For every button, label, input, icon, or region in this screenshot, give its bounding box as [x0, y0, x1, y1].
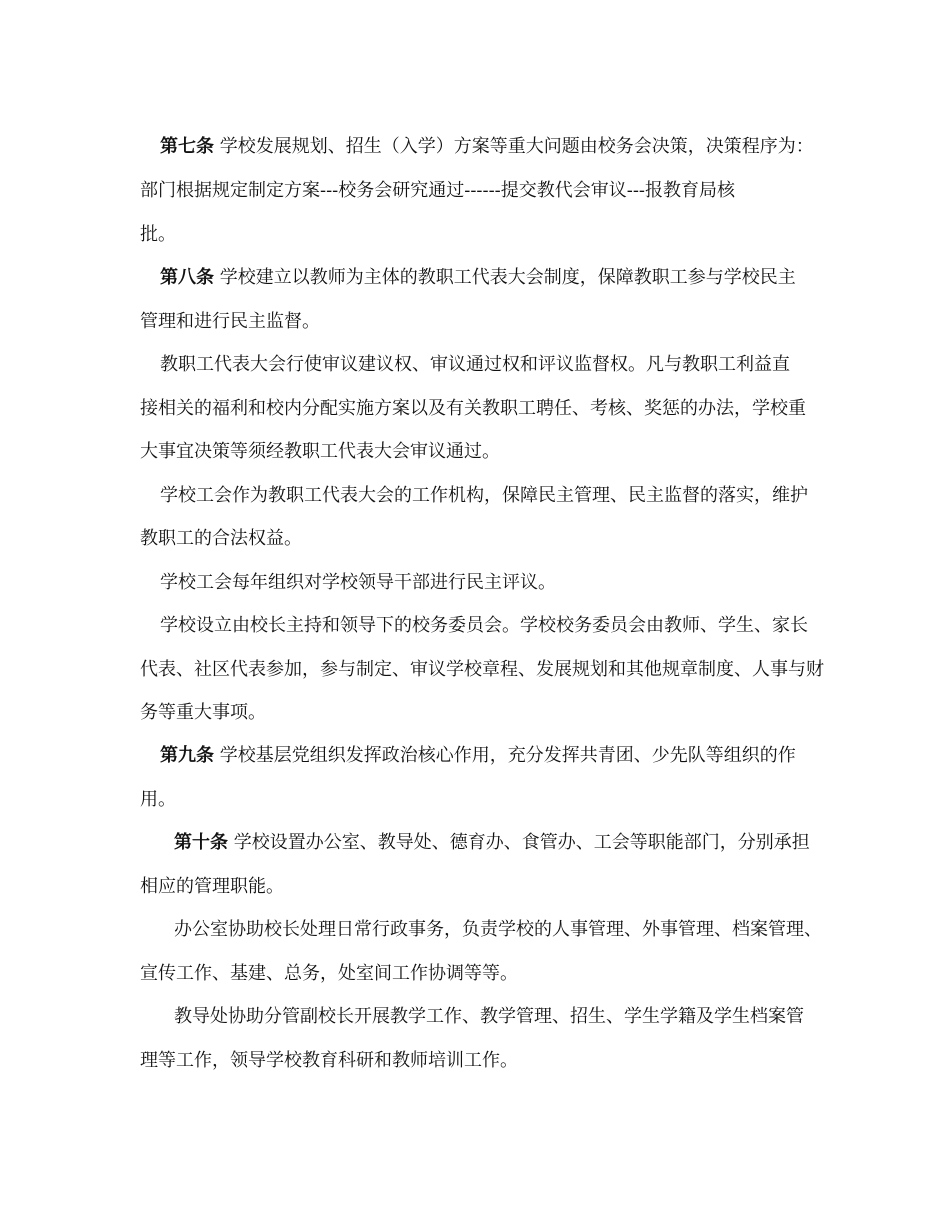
- line-text: 学校基层党组织发挥政治核心作用，充分发挥共青团、少先队等组织的作: [214, 745, 796, 766]
- line-text: 学校工会作为教职工代表大会的工作机构，保障民主管理、民主监督的落实，维护: [160, 485, 808, 506]
- line-text: 教职工的合法权益。: [140, 528, 302, 549]
- line-text: 教职工代表大会行使审议建议权、审议通过权和评议监督权。凡与教职工利益直: [160, 354, 790, 375]
- paragraph-line: [160, 484, 808, 508]
- paragraph-line: [140, 179, 735, 203]
- article-heading: 第十条: [174, 832, 228, 853]
- line-text: 学校设立由校长主持和领导下的校务委员会。学校校务委员会由教师、学生、家长: [160, 615, 808, 636]
- paragraph-line: [140, 310, 320, 334]
- paragraph-line: [140, 397, 806, 421]
- paragraph-line: [140, 788, 176, 812]
- paragraph-line: [160, 614, 808, 638]
- paragraph-line: [140, 962, 518, 986]
- line-text: 接相关的福利和校内分配实施方案以及有关教职工聘任、考核、奖惩的办法，学校重: [140, 398, 806, 419]
- paragraph-line: [140, 701, 266, 725]
- article-heading: 第八条: [160, 267, 214, 288]
- paragraph-line: [174, 918, 822, 942]
- article-heading: 第九条: [160, 745, 214, 766]
- line-text: 学校发展规划、招生（入学）方案等重大问题由校务会决策，决策程序为：: [214, 136, 814, 157]
- line-text: 相应的管理职能。: [140, 876, 284, 897]
- line-text: 管理和进行民主监督。: [140, 311, 320, 332]
- paragraph-line: [140, 440, 500, 464]
- article-heading: 第七条: [160, 136, 214, 157]
- paragraph-line: [160, 266, 796, 290]
- line-text: 理等工作，领导学校教育科研和教师培训工作。: [140, 1050, 518, 1071]
- line-text: 大事宜决策等须经教职工代表大会审议通过。: [140, 441, 500, 462]
- line-text: 代表、社区代表参加，参与制定、审议学校章程、发展规划和其他规章制度、人事与财: [140, 659, 824, 680]
- line-text: 办公室协助校长处理日常行政事务，负责学校的人事管理、外事管理、档案管理、: [174, 919, 822, 940]
- line-text: 学校工会每年组织对学校领导干部进行民主评议。: [160, 572, 556, 593]
- paragraph-line: [140, 1049, 518, 1073]
- line-text: 批。: [140, 224, 176, 245]
- paragraph-line: [160, 353, 790, 377]
- line-text: 部门根据规定制定方案---校务会研究通过------提交教代会审议---报教育局核: [140, 180, 735, 201]
- line-text: 学校设置办公室、教导处、德育办、食管办、工会等职能部门，分别承担: [228, 832, 810, 853]
- paragraph-line: [160, 571, 556, 595]
- line-text: 务等重大事项。: [140, 702, 266, 723]
- paragraph-line: [160, 135, 814, 159]
- line-text: 宣传工作、基建、总务，处室间工作协调等等。: [140, 963, 518, 984]
- paragraph-line: [174, 1005, 804, 1029]
- paragraph-line: [174, 831, 810, 855]
- line-text: 用。: [140, 789, 176, 810]
- paragraph-line: [160, 744, 796, 768]
- paragraph-line: [140, 527, 302, 551]
- paragraph-line: [140, 223, 176, 247]
- paragraph-line: [140, 658, 824, 682]
- paragraph-line: [140, 875, 284, 899]
- line-text: 学校建立以教师为主体的教职工代表大会制度，保障教职工参与学校民主: [214, 267, 796, 288]
- line-text: 教导处协助分管副校长开展教学工作、教学管理、招生、学生学籍及学生档案管: [174, 1006, 804, 1027]
